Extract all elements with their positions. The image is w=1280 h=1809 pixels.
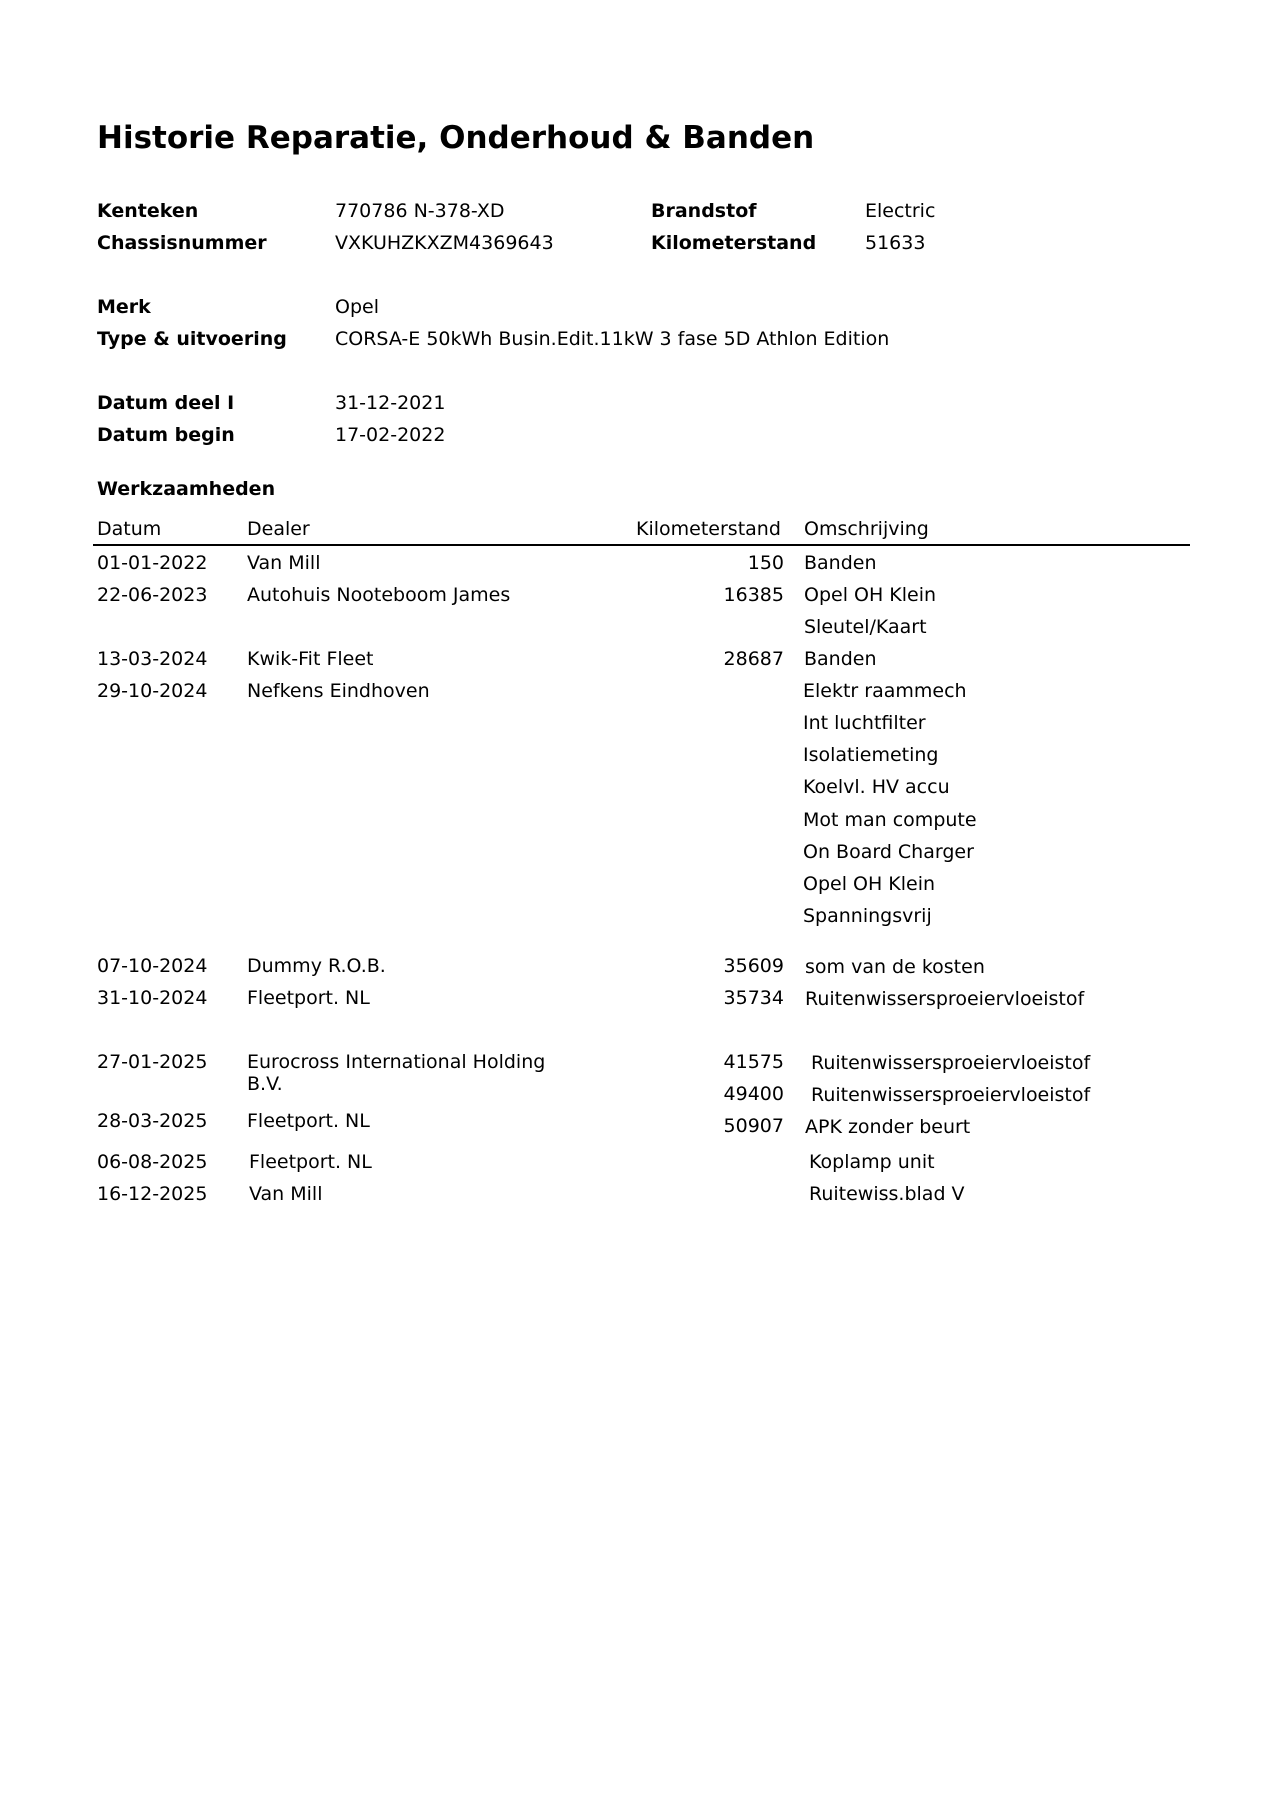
datum-deel-label: Datum deel I [97,392,235,414]
row-km: 16385 [723,584,784,606]
row-date: 27-01-2025 [97,1051,208,1073]
row-date: 31-10-2024 [97,987,208,1009]
col-header-omschrijving: Omschrijving [804,518,929,540]
row-dealer: Fleetport. NL [247,1110,370,1132]
row-km: 35609 [723,955,784,977]
merk-value: Opel [335,296,379,318]
row-description: Opel OH Klein [804,584,937,606]
row-description: Ruitewiss.blad V [809,1183,965,1205]
row-dealer: Kwik-Fit Fleet [247,648,374,670]
header-divider [93,544,1190,546]
row-km: 50907 [723,1115,784,1137]
page-title: Historie Reparatie, Onderhoud & Banden [97,120,815,156]
section-title: Werkzaamheden [97,478,276,500]
row-km: 28687 [723,648,784,670]
row-date: 06-08-2025 [97,1151,208,1173]
row-description: Banden [804,648,877,670]
row-km: 49400 [723,1083,784,1105]
row-date: 29-10-2024 [97,680,208,702]
row-description: Koplamp unit [809,1151,935,1173]
row-description: Banden [804,552,877,574]
datum-deel-value: 31-12-2021 [335,392,446,414]
row-dealer: Nefkens Eindhoven [247,680,430,702]
row-description: Elektr raammech [803,680,967,702]
datum-begin-value: 17-02-2022 [335,424,446,446]
col-header-kilometerstand: Kilometerstand [636,518,781,540]
kilometerstand-label: Kilometerstand [651,232,817,254]
datum-begin-label: Datum begin [97,424,235,446]
row-description: Isolatiemeting [803,744,939,766]
merk-label: Merk [97,296,151,318]
row-description: APK zonder beurt [805,1116,971,1138]
row-date: 13-03-2024 [97,648,208,670]
row-description: Mot man compute [803,809,977,831]
row-description: Ruitenwissersproeiervloeistof [811,1052,1091,1074]
row-date: 22-06-2023 [97,584,208,606]
col-header-dealer: Dealer [247,518,310,540]
row-description: som van de kosten [805,956,985,978]
brandstof-label: Brandstof [651,200,757,222]
row-km: 150 [747,552,784,574]
chassis-label: Chassisnummer [97,232,267,254]
row-description: On Board Charger [803,841,974,863]
row-km: 35734 [723,987,784,1009]
row-description: Sleutel/Kaart [804,616,927,638]
type-label: Type & uitvoering [97,328,287,350]
row-description: Int luchtfilter [803,712,926,734]
row-description: Ruitenwissersproeiervloeistof [811,1084,1091,1106]
row-date: 01-01-2022 [97,552,208,574]
type-value: CORSA-E 50kWh Busin.Edit.11kW 3 fase 5D Athlon Edition [335,328,890,350]
row-description: Koelvl. HV accu [803,776,950,798]
row-description: Ruitenwissersproeiervloeistof [805,988,1085,1010]
row-date: 07-10-2024 [97,955,208,977]
kenteken-label: Kenteken [97,200,199,222]
row-date: 28-03-2025 [97,1110,208,1132]
row-dealer: Van Mill [247,552,321,574]
brandstof-value: Electric [865,200,936,222]
row-dealer: Dummy R.O.B. [247,955,386,977]
row-dealer: Van Mill [249,1183,323,1205]
kilometerstand-value: 51633 [865,232,926,254]
row-dealer: Fleetport. NL [247,987,370,1009]
kenteken-value: 770786 N-378-XD [335,200,505,222]
row-dealer: Eurocross International Holding B.V. [247,1051,546,1095]
col-header-datum: Datum [97,518,162,540]
chassis-value: VXKUHZKXZM4369643 [335,232,554,254]
row-description: Opel OH Klein [803,873,936,895]
row-dealer: Autohuis Nooteboom James [247,584,511,606]
row-dealer: Fleetport. NL [249,1151,372,1173]
row-km: 41575 [723,1051,784,1073]
row-date: 16-12-2025 [97,1183,208,1205]
row-description: Spanningsvrij [803,905,932,927]
